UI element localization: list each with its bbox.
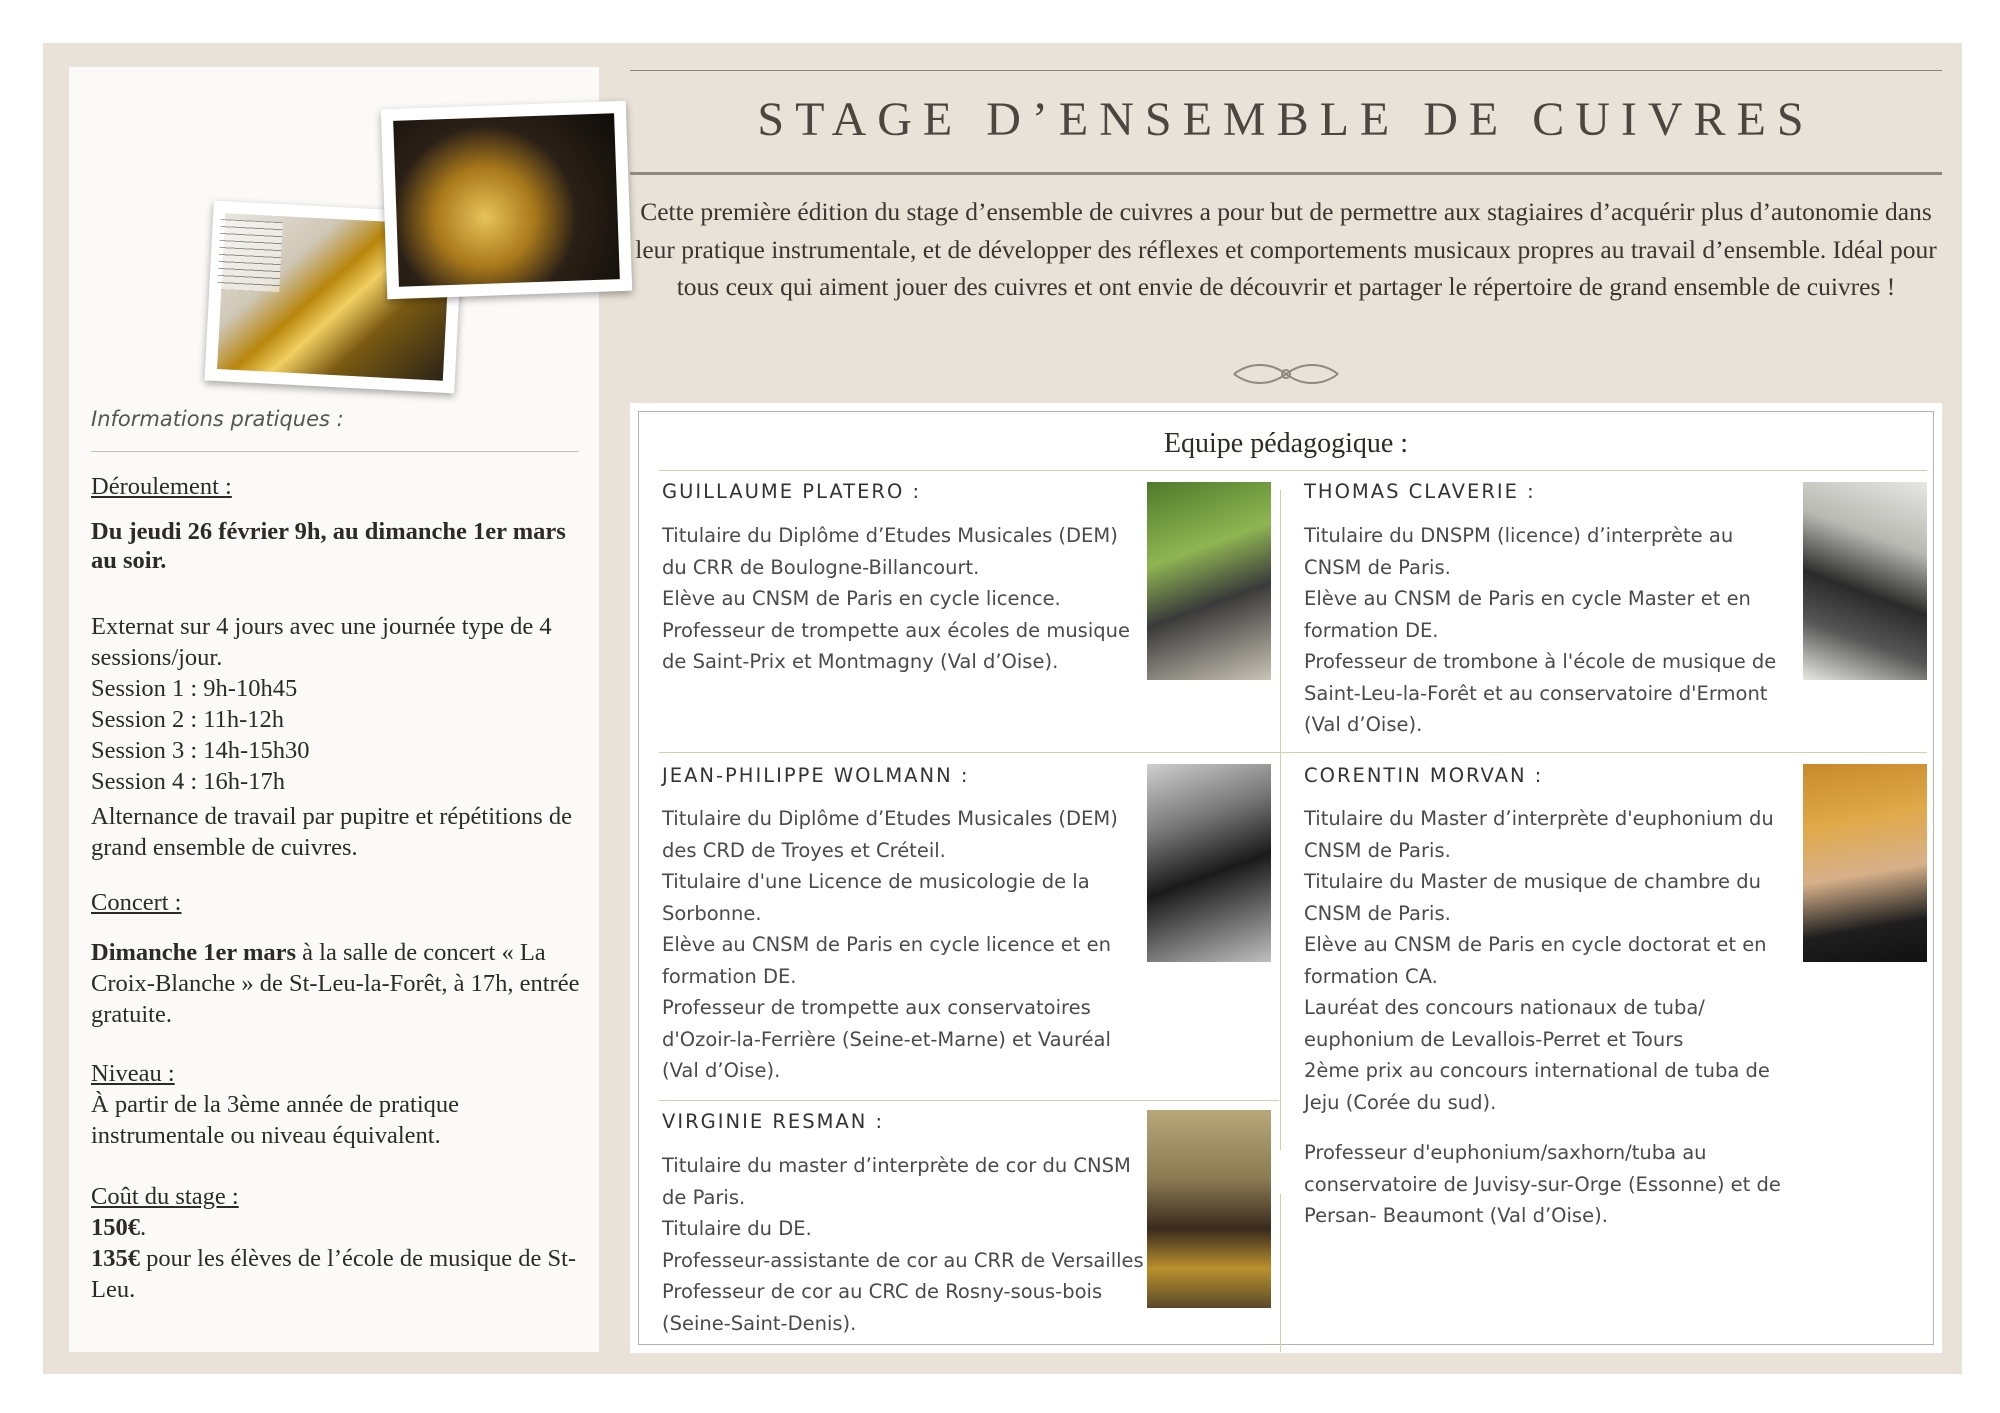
cout-heading: Coût du stage :: [91, 1183, 239, 1210]
page-title: STAGE D’ENSEMBLE DE CUIVRES: [757, 93, 1815, 146]
member-bio-morvan: Titulaire du Master d’interprète d'euphonium du CNSM de Paris. Titulaire du Master de musique de chambre du CNSM de Paris. Elève au CNSM de Paris en cycle doctorat et en formation CA. Lauréat des concours nationaux de tuba/ euphonium de Levallois-Perret et Tours 2ème prix au concours international de tuba de Jeju (Corée du sud).: [1304, 807, 1774, 1114]
title-rule-bottom: [630, 172, 1942, 175]
photo-resman: [1147, 1110, 1271, 1308]
column-divider: [1280, 490, 1281, 1150]
externat-text: Externat sur 4 jours avec une journée type de 4 sessions/jour.: [91, 613, 552, 671]
concert-date: Dimanche 1er mars: [91, 939, 297, 966]
dates-text: Du jeudi 26 février 9h, au dimanche 1er mars au soir.: [91, 518, 566, 574]
member-extra-morvan: Professeur d'euphonium/saxhorn/tuba au conservatoire de Juvisy-sur-Orge (Essonne) et de Persan- Beaumont (Val d’Oise).: [1304, 1141, 1781, 1227]
alternance-text: Alternance de travail par pupitre et répétitions de grand ensemble de cuivres.: [91, 803, 572, 861]
session-4: Session 4 : 16h-17h: [91, 768, 285, 795]
divider: [91, 451, 579, 452]
row-divider-left: [659, 1100, 1279, 1101]
trumpet-photo-closeup: [381, 101, 632, 299]
member-name-resman: VIRGINIE RESMAN :: [662, 1110, 885, 1133]
member-name-wolmann: JEAN-PHILIPPE WOLMANN :: [662, 764, 970, 787]
concert-details: à la salle de concert « La Croix-Blanche » de St-Leu-la-Forêt, à 17h, entrée gratuite.: [91, 939, 580, 1028]
column-divider-lower: [1280, 1194, 1281, 1352]
member-bio-wolmann: Titulaire du Diplôme d’Etudes Musicales (DEM) des CRD de Troyes et Créteil. Titulaire d'une Licence de musicologie de la Sorbonne. Elève au CNSM de Paris en cycle licence et en formation DE. Professeur de trompette aux conservatoires d'Ozoir-la-Ferrière (Seine-et-Marne) et Vauréal (Val d’Oise).: [662, 807, 1118, 1082]
title-rule-top: [630, 70, 1942, 71]
concert-heading: Concert :: [91, 889, 182, 916]
photo-claverie: [1803, 482, 1927, 680]
info-panel: [69, 67, 599, 1352]
member-bio-platero: Titulaire du Diplôme d’Etudes Musicales (DEM) du CRR de Boulogne-Billancourt. Elève au CNSM de Paris en cycle licence. Professeur de trompette aux écoles de musique de Saint-Prix et Montmagny (Val d’Oise).: [662, 524, 1130, 673]
session-2: Session 2 : 11h-12h: [91, 706, 285, 733]
deroulement-heading: Déroulement :: [91, 473, 232, 500]
team-title-rule: [659, 470, 1927, 471]
trumpet-photos: [139, 87, 579, 417]
member-bio-resman: Titulaire du master d’interprète de cor du CNSM de Paris. Titulaire du DE. Professeur-assistante de cor au CRR de Versailles Professeur de cor au CRC de Rosny-sous-bois (Seine-Saint-Denis).: [662, 1154, 1144, 1335]
price-1: 150€.: [91, 1214, 147, 1241]
photo-wolmann: [1147, 764, 1271, 962]
member-bio-claverie: Titulaire du DNSPM (licence) d’interprète au CNSM de Paris. Elève au CNSM de Paris en cycle Master et en formation DE. Professeur de trombone à l'école de musique de Saint-Leu-la-Forêt et au conservatoire d'Ermont (Val d’Oise).: [1304, 524, 1777, 736]
niveau-text: À partir de la 3ème année de pratique instrumentale ou niveau équivalent.: [91, 1091, 460, 1149]
member-name-platero: GUILLAUME PLATERO :: [662, 480, 922, 503]
session-1: Session 1 : 9h-10h45: [91, 675, 298, 702]
price-2: 135€ pour les élèves de l’école de musique de St-Leu.: [91, 1245, 577, 1303]
concert-text: [91, 937, 581, 1030]
row-divider: [659, 752, 1927, 753]
photo-morvan: [1803, 764, 1927, 962]
member-name-claverie: THOMAS CLAVERIE :: [1304, 480, 1536, 503]
intro-text: Cette première édition du stage d’ensemble de cuivres a pour but de permettre aux stagiaires d’acquérir plus d’autonomie dans leur pratique instrumentale, et de développer des réflexes et comportements musicaux propres au travail d’ensemble. Idéal pour tous ceux qui aiment jouer des cuivres et ont envie de découvrir et partager le répertoire de grand ensemble de cuivres !: [635, 197, 1937, 301]
niveau-heading: Niveau :: [91, 1060, 175, 1087]
session-3: Session 3 : 14h-15h30: [91, 737, 310, 764]
member-name-morvan: CORENTIN MORVAN :: [1304, 764, 1544, 787]
team-section: [630, 403, 1942, 1353]
team-box: [638, 411, 1934, 1345]
flourish-ornament-icon: [1230, 358, 1342, 390]
team-title: Equipe pédagogique :: [1163, 428, 1409, 459]
info-title: Informations pratiques :: [91, 407, 344, 431]
photo-platero: [1147, 482, 1271, 680]
